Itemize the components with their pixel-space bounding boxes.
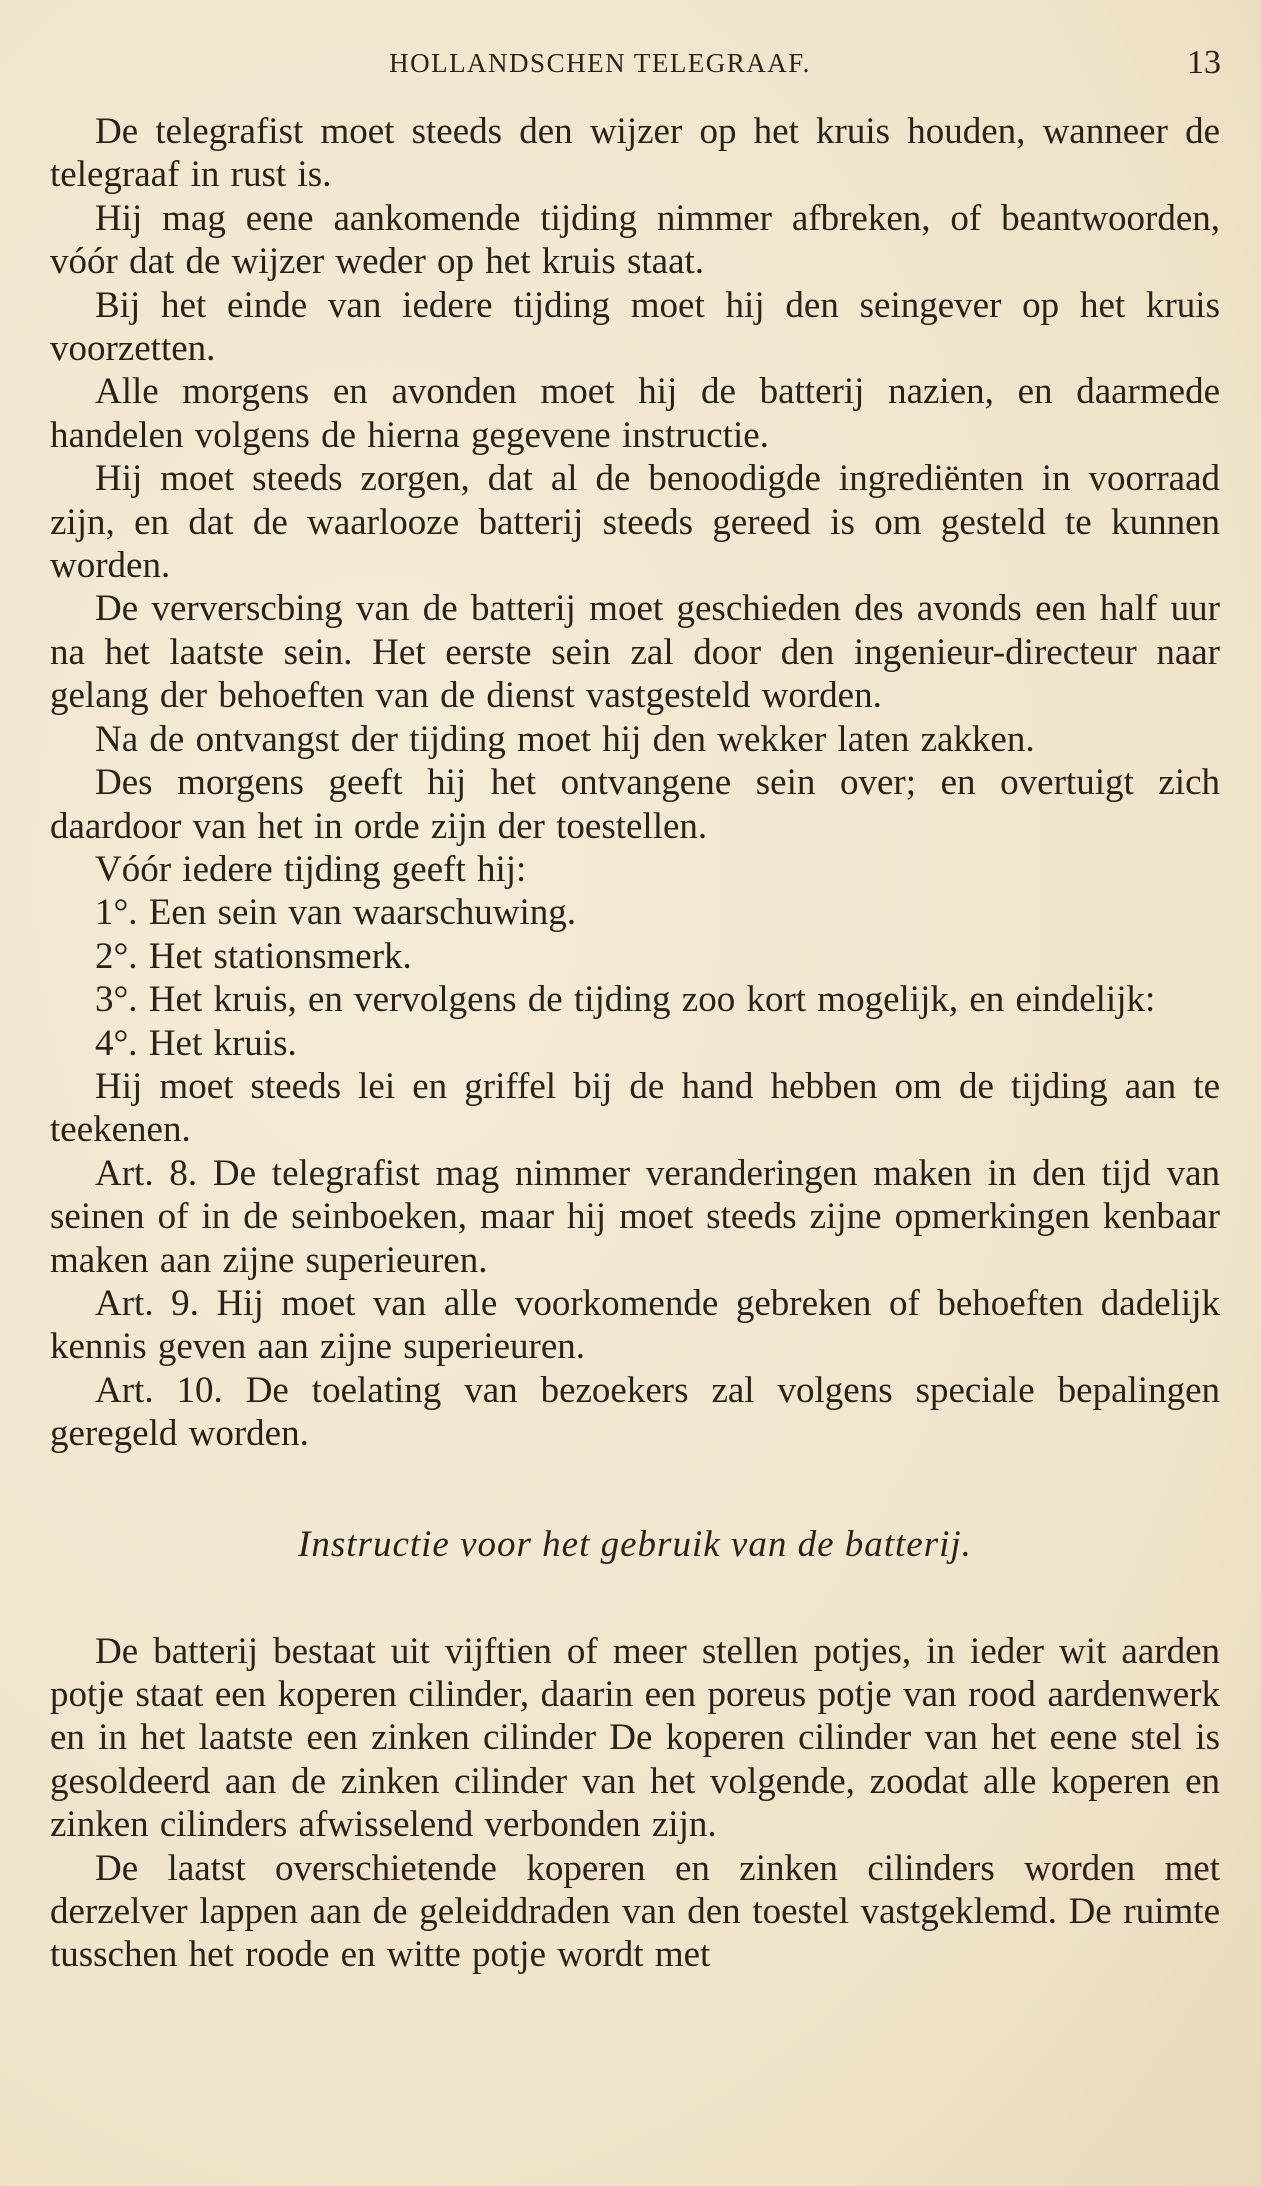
paragraph: Hij moet steeds zorgen, dat al de benoodigde ingrediënten in voorraad zijn, en dat de waarlooze batterij steeds gereed is om gesteld te kunnen worden. xyxy=(50,458,1220,587)
list-item: 3°. Het kruis, en vervolgens de tijding zoo kort mogelijk, en eindelijk: xyxy=(95,979,1156,1021)
list-item: 2°. Het stationsmerk. xyxy=(95,935,412,977)
page-number: 13 xyxy=(1187,44,1221,81)
article-8: Art. 8. De telegrafist mag nimmer veranderingen maken in den tijd van seinen of in de seinboeken, maar hij moet steeds zijne opmerkingen kenbaar maken aan zijne superieuren. xyxy=(50,1152,1220,1281)
paragraph: De laatst overschietende koperen en zinken cilinders worden met derzelver lappen aan de geleiddraden van den toestel vastgeklemd. De ruimte tusschen het roode en witte potje wordt met xyxy=(50,1847,1220,1976)
page-body xyxy=(50,110,1220,1977)
paragraph: Na de ontvangst der tijding moet hij den wekker laten zakken. xyxy=(95,718,1035,760)
list-item: 1°. Een sein van waarschuwing. xyxy=(95,892,577,934)
section-heading: Instructie voor het gebruik van de batterij. xyxy=(298,1523,972,1565)
paragraph: De telegrafist moet steeds den wijzer op het kruis houden, wanneer de telegraaf in rust is. xyxy=(50,111,1220,196)
article-9: Art. 9. Hij moet van alle voorkomende gebreken of behoeften dadelijk kennis geven aan zijne superieuren. xyxy=(50,1282,1220,1368)
article-10: Art. 10. De toelating van bezoekers zal volgens speciale bepalingen geregeld worden. xyxy=(50,1369,1220,1455)
paragraph: Hij mag eene aankomende tijding nimmer afbreken, of beantwoorden, vóór dat de wijzer weder op het kruis staat. xyxy=(50,197,1220,283)
paragraph: De ververscbing van de batterij moet geschieden des avonds een half uur na het laatste sein. Het eerste sein zal door den ingenieur-directeur naar gelang der behoeften van de dienst vastgesteld worden. xyxy=(50,588,1220,717)
paragraph: Des morgens geeft hij het ontvangene sein over; en overtuigt zich daardoor van het in orde zijn der toestellen. xyxy=(50,762,1220,847)
running-title: HOLLANDSCHEN TELEGRAAF. xyxy=(389,48,811,78)
paragraph: Bij het einde van iedere tijding moet hij den seingever op het kruis voorzetten. xyxy=(50,284,1220,370)
list-item: 4°. Het kruis. xyxy=(95,1022,297,1064)
paragraph: Vóór iedere tijding geeft hij: xyxy=(95,848,527,890)
paragraph: Alle morgens en avonden moet hij de batterij nazien, en daarmede handelen volgens de hierna gegevene instructie. xyxy=(50,371,1220,456)
running-head xyxy=(0,44,1261,88)
paragraph: Hij moet steeds lei en griffel bij de hand hebben om de tijding aan te teekenen. xyxy=(50,1065,1220,1151)
paragraph: De batterij bestaat uit vijftien of meer stellen potjes, in ieder wit aarden potje staat een koperen cilinder, daarin een poreus potje van rood aardenwerk en in het laatste een zinken cilinder De koperen cilinder van het eene stel is gesoldeerd aan de zinken cilinder van het volgende, zoodat alle koperen en zinken cilinders afwisselend verbonden zijn. xyxy=(50,1630,1220,1846)
